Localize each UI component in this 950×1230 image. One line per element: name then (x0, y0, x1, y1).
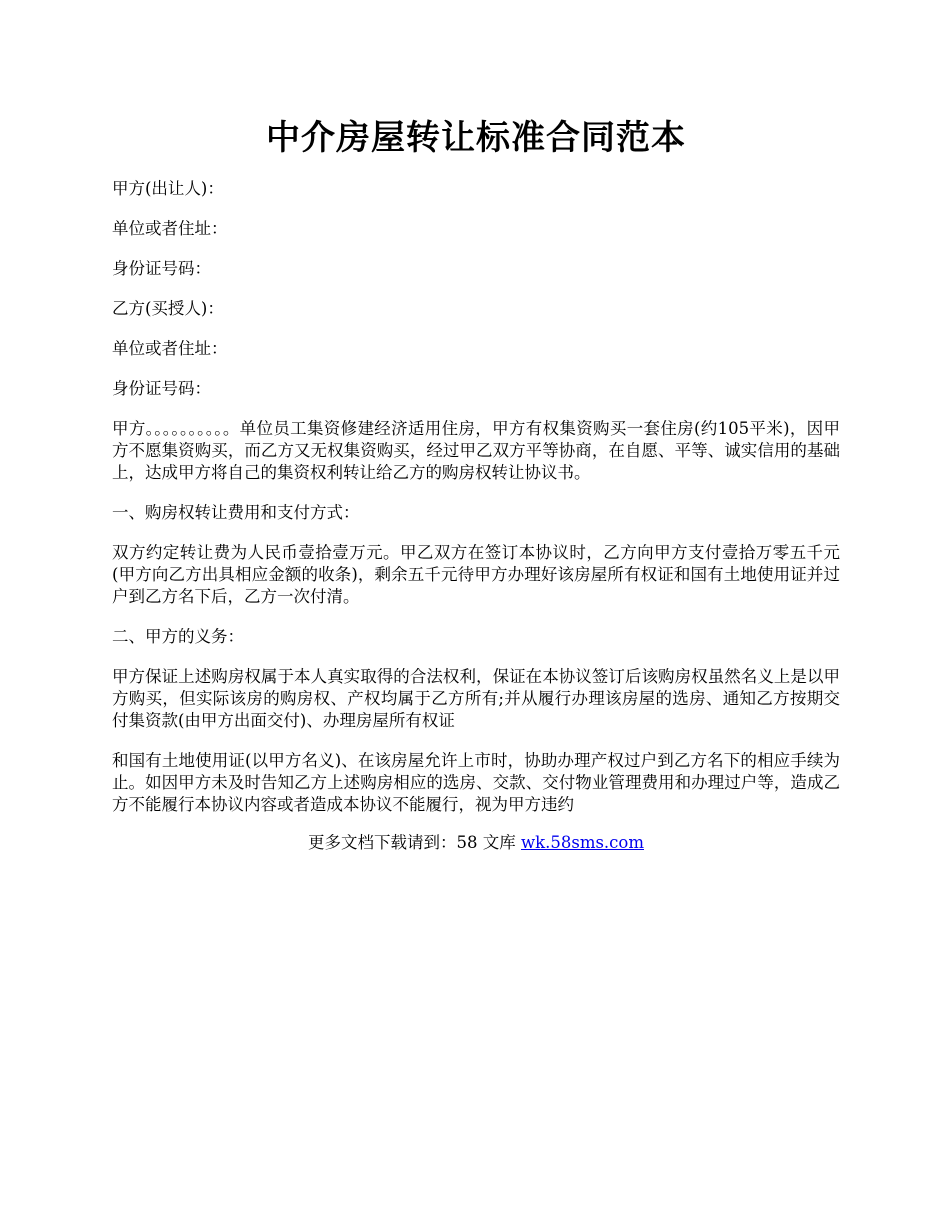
party-b-name-label: 乙方(买授人)： (112, 299, 224, 318)
footer-text: 更多文档下载请到：58 文库 (307, 833, 521, 852)
party-a-id-label: 身份证号码： (112, 259, 211, 278)
party-a-name-label: 甲方(出让人)： (112, 179, 224, 198)
document-page (112, 108, 840, 854)
section-1-paragraph: 双方约定转让费为人民币壹拾壹万元。甲乙双方在签订本协议时，乙方向甲方支付壹拾万零五千元(甲方向乙方出具相应金额的收条)，剩余五千元待甲方办理好该房屋所有权证和国有土地使用证并过户到乙方名下后，乙方一次付清。 (112, 543, 840, 606)
intro-paragraph: 甲方。。。。。。。。。。单位员工集资修建经济适用住房，甲方有权集资购买一套住房(约105平米)，因甲方不愿集资购买，而乙方又无权集资购买，经过甲乙双方平等协商，在自愿、平等、诚实信用的基础上，达成甲方将自己的集资权利转让给乙方的购房权转让协议书。 (112, 419, 840, 482)
section-1-heading: 一、购房权转让费用和支付方式： (112, 503, 360, 522)
section-2-paragraph-2: 和国有土地使用证(以甲方名义)、在该房屋允许上市时，协助办理产权过户到乙方名下的相应手续为止。如因甲方未及时告知乙方上述购房相应的选房、交款、交付物业管理费用和办理过户等，造成乙方不能履行本协议内容或者造成本协议不能履行，视为甲方违约 (112, 751, 840, 814)
party-b-id-label: 身份证号码： (112, 379, 211, 398)
section-2-paragraph-1: 甲方保证上述购房权属于本人真实取得的合法权利，保证在本协议签订后该购房权虽然名义上是以甲方购买，但实际该房的购房权、产权均属于乙方所有;并从履行办理该房屋的选房、通知乙方按期交付集资款(由甲方出面交付)、办理房屋所有权证 (112, 667, 840, 730)
party-a-address-label: 单位或者住址： (112, 219, 228, 238)
footer-link[interactable]: wk.58sms.com (520, 833, 644, 852)
document-title: 中介房屋转让标准合同范本 (266, 118, 686, 158)
section-2-heading: 二、甲方的义务： (112, 627, 244, 646)
download-footer (112, 832, 840, 854)
party-b-address-label: 单位或者住址： (112, 339, 228, 358)
